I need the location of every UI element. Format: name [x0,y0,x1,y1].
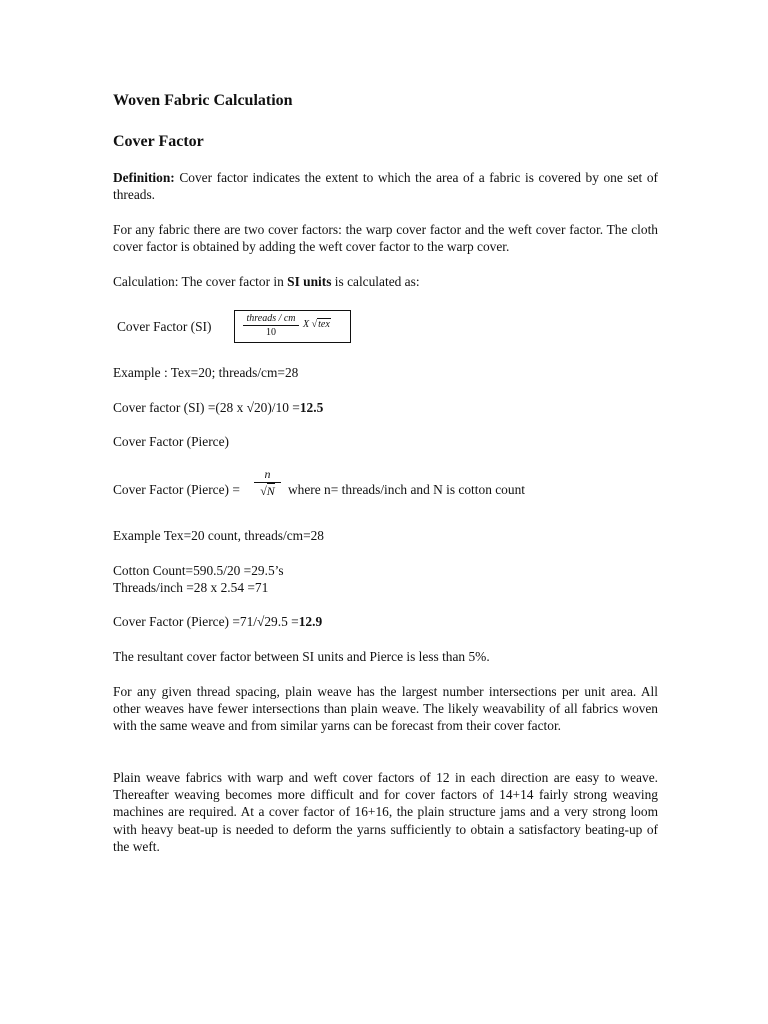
pierce-result-text: Cover Factor (Pierce) =71/√29.5 = [113,614,299,629]
cotton-count-line: Cotton Count=590.5/20 =29.5’s [113,563,284,578]
si-formula-radical: X √tex [303,319,330,330]
si-result-value: 12.5 [299,400,324,415]
calculation-si-units: SI units [287,274,332,289]
pierce-formula-numerator: n [264,467,271,481]
si-result-line [113,399,323,416]
pierce-heading: Cover Factor (Pierce) [113,434,230,449]
definition-text: Cover factor indicates the extent to which the area of a fabric is covered by one set of threads. [113,170,658,203]
two-cover-factors-paragraph: For any fabric there are two cover factors: the warp cover factor and the weft cover factor. The cloth cover factor is obtained by adding the weft cover factor to the warp cover. [113,222,658,255]
example-si-line: Example : Tex=20; threads/cm=28 [113,365,299,380]
resultant-line: The resultant cover factor between SI units and Pierce is less than 5%. [113,649,490,664]
pierce-formula-denominator-group: √N [260,484,275,498]
si-formula-numerator: threads / cm [246,313,296,324]
definition-paragraph [113,169,658,203]
pierce-result-line [113,613,322,630]
pierce-formula-label: Cover Factor (Pierce) = [113,482,240,497]
pierce-formula-denominator: N [266,484,275,498]
si-formula-box [234,310,351,343]
si-formula-denominator: 10 [266,327,276,338]
calculation-suffix: is calculated as: [331,274,420,289]
threads-inch-line: Threads/inch =28 x 2.54 =71 [113,580,269,595]
section-heading-cover-factor: Cover Factor [113,133,204,150]
si-formula-label: Cover Factor (SI) [117,319,212,334]
document-title: Woven Fabric Calculation [113,92,293,109]
calculation-prefix: Calculation: The cover factor in [113,274,288,289]
plain-weave-paragraph: Plain weave fabrics with warp and weft cover factors of 12 in each direction are easy to weave. Thereafter weaving becomes more difficult and for cover factors of 14+14 fairly strong weaving machines are required. At a cover factor of 16+16, the plain structure jams and a very strong loom with heavy beat-up is needed to deform the yarns sufficiently to obtain a satisfactory beating-up of the weft. [113,770,658,854]
si-result-text: Cover factor (SI) =(28 x √20)/10 = [113,400,300,415]
definition-label: Definition: [113,170,175,185]
si-formula-times: X [303,319,310,330]
calculation-line [113,273,420,290]
si-formula-fraction [243,313,299,338]
example-pierce-line: Example Tex=20 count, threads/cm=28 [113,528,325,543]
pierce-formula-note: where n= threads/inch and N is cotton count [288,482,525,497]
pierce-formula-fraction [254,468,281,498]
pierce-result-value: 12.9 [298,614,323,629]
thread-spacing-paragraph: For any given thread spacing, plain weave has the largest number intersections per unit area. All other weaves have fewer intersections than plain weave. The likely weavability of all fabrics woven with the same weave and from similar yarns can be forecast from their cover factor. [113,684,658,734]
si-formula-radicand: tex [318,319,330,330]
